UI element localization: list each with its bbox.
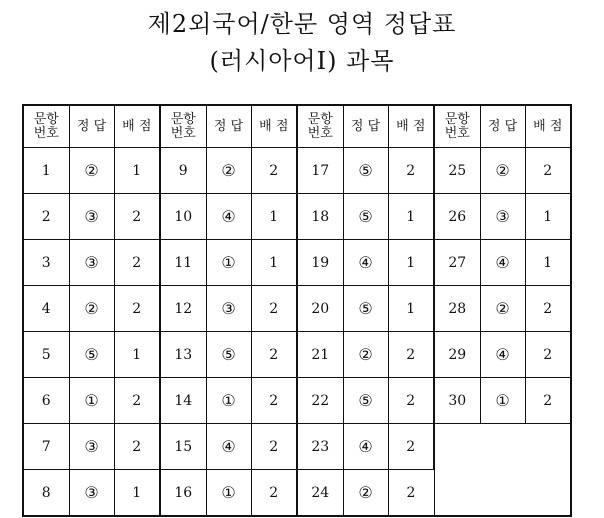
question-number: 6 [23,378,69,424]
header-number-line: 문항 [307,111,333,127]
question-number: 12 [160,286,206,332]
points-cell: 1 [114,470,160,517]
answer-cell: ① [206,240,251,286]
question-number: 27 [434,240,480,286]
answer-cell: ④ [206,194,251,240]
question-number: 29 [434,332,480,378]
points-cell: 2 [114,424,160,470]
question-number: 11 [160,240,206,286]
question-number: 28 [434,286,480,332]
header-number [160,105,206,148]
header-answer: 정 답 [206,105,251,148]
empty-cell [434,424,571,470]
question-number: 22 [297,378,343,424]
header-number [434,105,480,148]
answer-cell: ② [69,148,114,194]
question-number: 21 [297,332,343,378]
points-cell: 1 [388,194,434,240]
points-cell: 1 [525,194,571,240]
header-number [297,105,343,148]
question-number: 15 [160,424,206,470]
answer-cell: ③ [480,194,525,240]
points-cell: 1 [251,240,297,286]
table-row [23,424,571,470]
header-answer: 정 답 [480,105,525,148]
question-number: 17 [297,148,343,194]
answer-cell: ④ [480,332,525,378]
question-number: 16 [160,470,206,517]
question-number: 1 [23,148,69,194]
header-number-line: 번호 [444,125,470,141]
question-number: 14 [160,378,206,424]
question-number: 20 [297,286,343,332]
table-row [23,194,571,240]
question-number: 26 [434,194,480,240]
answer-cell: ⑤ [69,332,114,378]
header-number-line: 문항 [33,111,59,127]
question-number: 30 [434,378,480,424]
points-cell: 2 [525,332,571,378]
answer-cell: ① [69,378,114,424]
points-cell: 1 [251,194,297,240]
question-number: 24 [297,470,343,517]
header-number-line: 번호 [33,125,59,141]
answer-cell: ③ [69,240,114,286]
points-cell: 1 [388,240,434,286]
empty-cell [434,470,571,517]
header-points: 배 점 [251,105,297,148]
answer-cell: ③ [69,470,114,517]
points-cell: 2 [388,332,434,378]
answer-cell: ① [206,378,251,424]
points-cell: 2 [251,332,297,378]
answer-cell: ② [480,148,525,194]
question-number: 18 [297,194,343,240]
question-number: 25 [434,148,480,194]
answer-cell: ⑤ [343,194,388,240]
table-row [23,332,571,378]
question-number: 5 [23,332,69,378]
table-row [23,470,571,517]
question-number: 8 [23,470,69,517]
header-number-line: 문항 [444,111,470,127]
points-cell: 2 [114,240,160,286]
points-cell: 1 [114,148,160,194]
answer-cell: ⑤ [343,378,388,424]
question-number: 9 [160,148,206,194]
points-cell: 2 [114,194,160,240]
header-answer: 정 답 [343,105,388,148]
answer-cell: ① [206,470,251,517]
answer-cell: ⑤ [343,148,388,194]
points-cell: 2 [388,148,434,194]
header-number-line: 번호 [307,125,333,141]
subject-subtitle: (러시아어Ⅰ) 과목 [209,47,395,75]
answer-cell: ④ [206,424,251,470]
points-cell: 2 [251,148,297,194]
header-points: 배 점 [388,105,434,148]
page-title: 제2외국어/한문 영역 정답표 [147,10,457,38]
points-cell: 1 [525,240,571,286]
answer-cell: ② [343,470,388,517]
header-number-line: 문항 [170,111,196,127]
header-points: 배 점 [525,105,571,148]
header-number [23,105,69,148]
points-cell: 2 [251,286,297,332]
points-cell: 2 [251,378,297,424]
answer-table [22,104,572,517]
answer-cell: ② [480,286,525,332]
answer-cell: ② [69,286,114,332]
answer-cell: ③ [69,194,114,240]
answer-cell: ⑤ [206,332,251,378]
points-cell: 2 [251,470,297,517]
question-number: 3 [23,240,69,286]
table-row [23,240,571,286]
answer-cell: ④ [343,240,388,286]
points-cell: 2 [525,148,571,194]
points-cell: 1 [114,332,160,378]
points-cell: 2 [114,378,160,424]
answer-cell: ② [206,148,251,194]
question-number: 10 [160,194,206,240]
table-row [23,286,571,332]
header-points: 배 점 [114,105,160,148]
points-cell: 2 [388,378,434,424]
question-number: 4 [23,286,69,332]
question-number: 23 [297,424,343,470]
points-cell: 2 [525,378,571,424]
table-row [23,378,571,424]
question-number: 2 [23,194,69,240]
header-row [23,105,571,148]
answer-cell: ② [343,332,388,378]
points-cell: 2 [114,286,160,332]
answer-cell: ① [480,378,525,424]
header-number-line: 번호 [170,125,196,141]
points-cell: 1 [388,286,434,332]
header-answer: 정 답 [69,105,114,148]
question-number: 13 [160,332,206,378]
points-cell: 2 [525,286,571,332]
question-number: 19 [297,240,343,286]
question-number: 7 [23,424,69,470]
answer-cell: ③ [69,424,114,470]
points-cell: 2 [388,424,434,470]
answer-cell: ④ [343,424,388,470]
points-cell: 2 [388,470,434,517]
answer-cell: ③ [206,286,251,332]
table-row [23,148,571,194]
points-cell: 2 [251,424,297,470]
answer-cell: ⑤ [343,286,388,332]
answer-cell: ④ [480,240,525,286]
